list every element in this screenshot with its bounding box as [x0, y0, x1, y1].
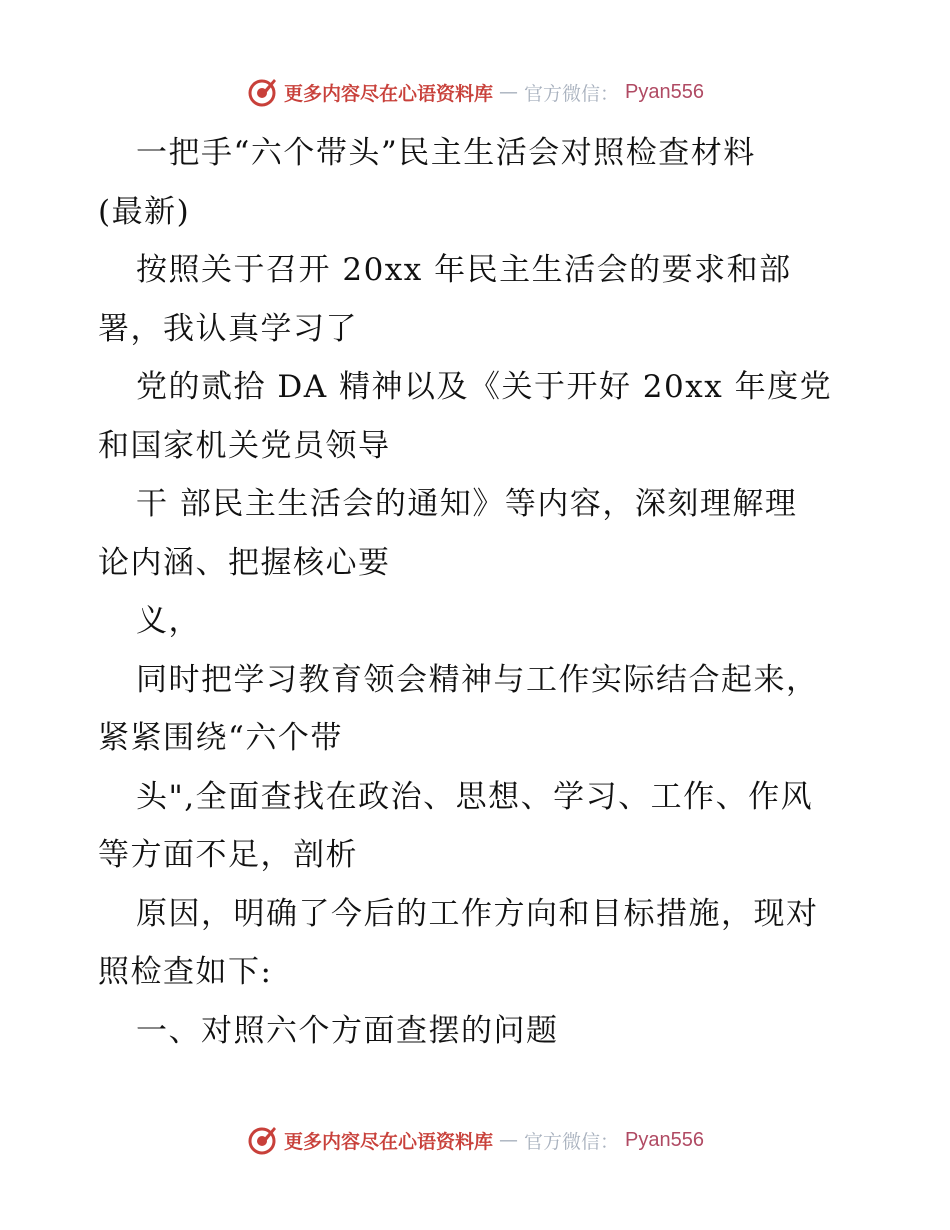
paragraph-line: 按照关于召开 20xx 年民主生活会的要求和部 [136, 252, 792, 288]
watermark-site-text: 更多内容尽在心语资料库 [284, 1130, 494, 1153]
document-title: 一把手“六个带头”民主生活会对照检查材料 [136, 135, 756, 171]
paragraph-line: 和国家机关党员领导 [98, 427, 391, 464]
document-title-suffix: (最新) [98, 193, 191, 230]
watermark-wechat-id: Pyan556 [625, 1128, 704, 1151]
paragraph-line: 照检查如下: [98, 954, 273, 990]
paragraph-line: 等方面不足，剖析 [98, 837, 358, 873]
watermark-official-label: 官方微信： [524, 82, 620, 105]
watermark-dash: — [499, 1129, 519, 1151]
paragraph-line: 干 部民主生活会的通知》等内容，深刻理解理 [136, 486, 798, 522]
section-heading: 一、对照六个方面查摆的问题 [136, 1012, 559, 1049]
footer-watermark [0, 1120, 950, 1160]
watermark-wechat-id: Pyan556 [625, 80, 704, 103]
watermark-site-text: 更多内容尽在心语资料库 [284, 82, 494, 105]
header-watermark [0, 72, 950, 112]
paragraph-line: 义， [136, 603, 201, 639]
paragraph-line: 署，我认真学习了 [98, 310, 358, 347]
quill-logo-icon [246, 1124, 278, 1156]
quill-logo-icon [246, 76, 278, 108]
document-body [98, 124, 858, 1060]
paragraph-line: 头",全面查找在政治、思想、学习、工作、作风 [136, 778, 814, 815]
watermark-dash: — [499, 81, 519, 103]
paragraph-line: 党的贰拾 DA 精神以及《关于开好 20xx 年度党 [136, 369, 833, 405]
paragraph-line: 同时把学习教育领会精神与工作实际结合起来， [136, 661, 819, 698]
paragraph-line: 原因，明确了今后的工作方向和目标措施，现对 [136, 895, 819, 932]
paragraph-line: 论内涵、把握核心要 [98, 544, 391, 581]
paragraph-line: 紧紧围绕“六个带 [98, 720, 343, 756]
watermark-official-label: 官方微信： [524, 1130, 620, 1153]
